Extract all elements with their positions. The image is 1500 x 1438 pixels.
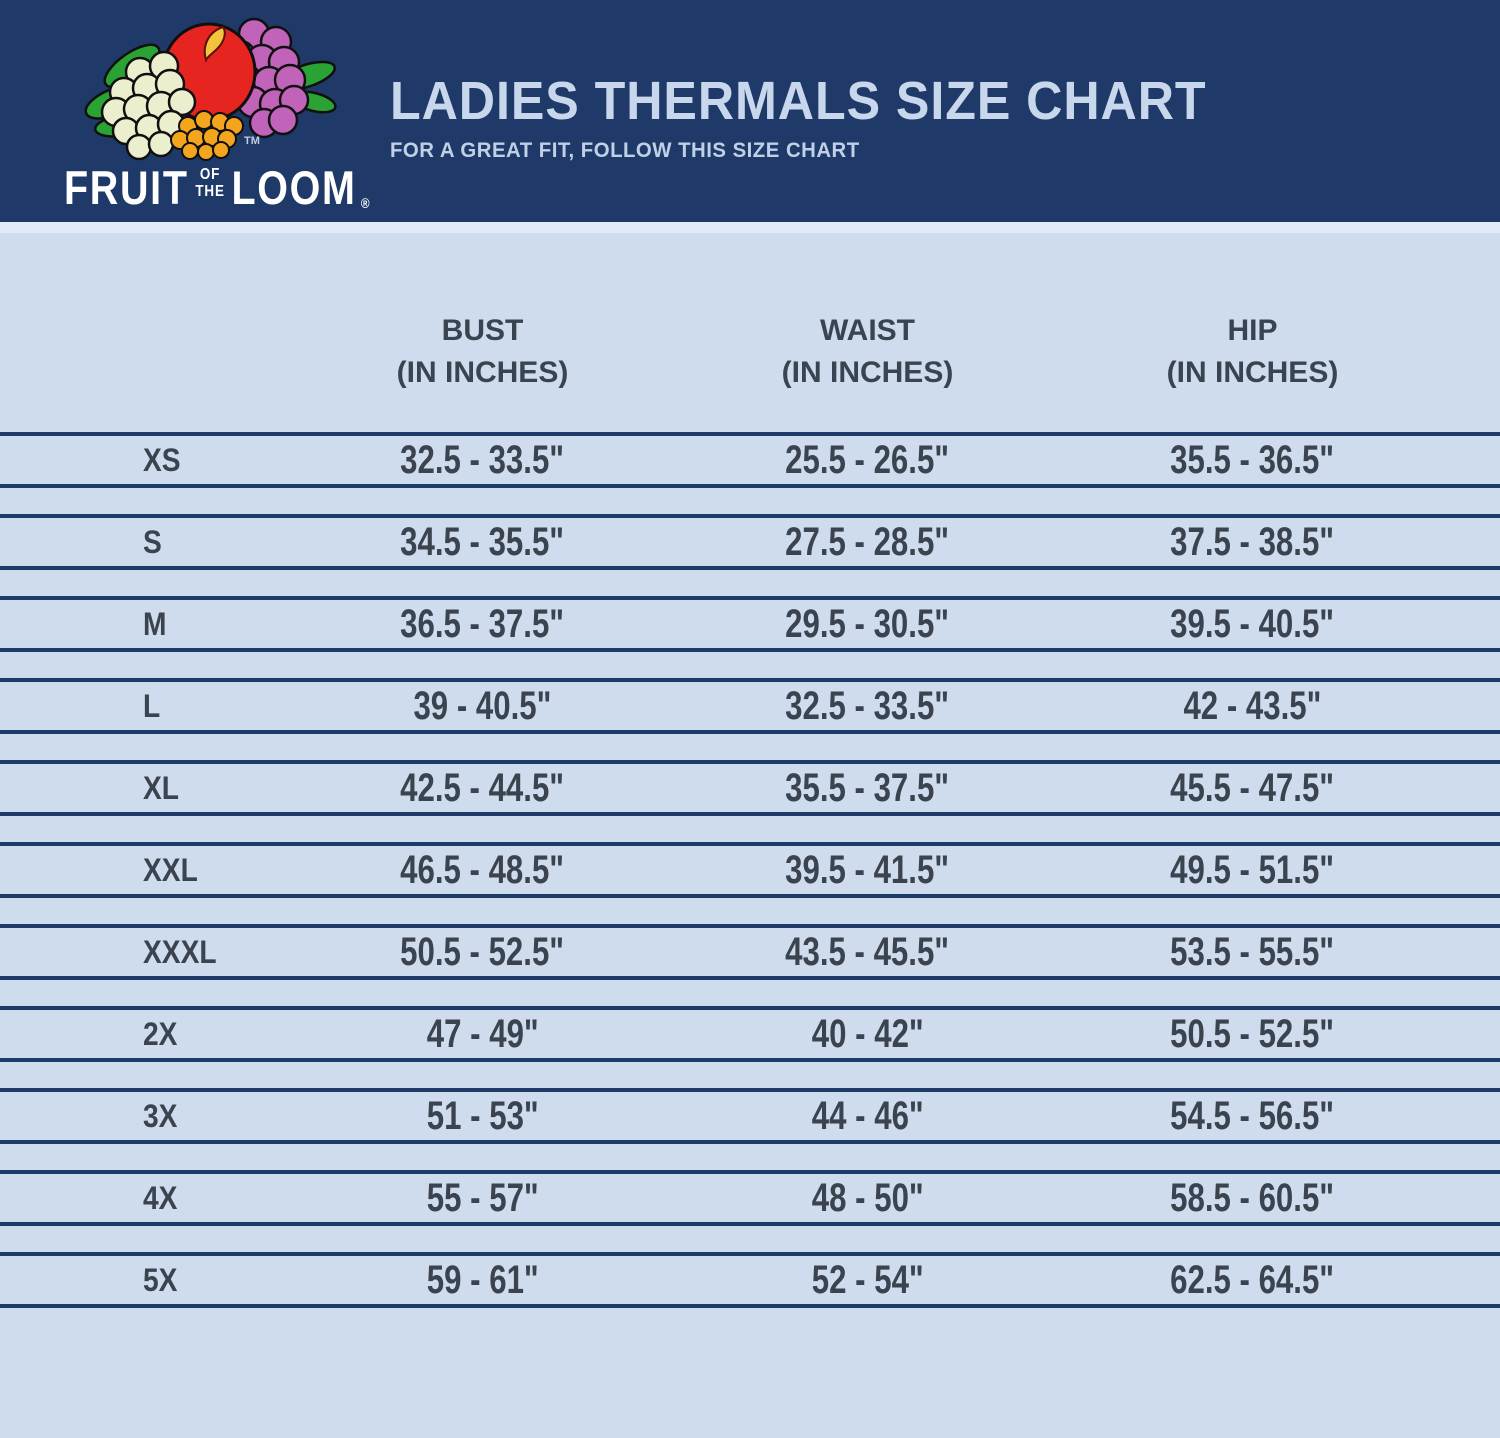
header-band xyxy=(0,0,1500,222)
row-gap xyxy=(0,816,1500,842)
bust-cell xyxy=(290,602,675,647)
waist-value: 43.5 - 45.5" xyxy=(785,929,950,974)
waist-cell xyxy=(675,438,1060,483)
table-row-2x xyxy=(0,1006,1500,1062)
column-header-row xyxy=(0,310,1500,394)
column-unit: (IN INCHES) xyxy=(1166,356,1339,389)
bust-value: 51 - 53" xyxy=(426,1093,539,1138)
bust-cell xyxy=(290,1012,675,1057)
size-cell xyxy=(0,1098,290,1135)
column-name: HIP xyxy=(1227,314,1278,347)
wordmark-fruit: FRUIT xyxy=(64,161,189,214)
bust-value: 46.5 - 48.5" xyxy=(400,847,565,892)
row-gap xyxy=(0,1226,1500,1252)
waist-value: 52 - 54" xyxy=(811,1257,924,1302)
hip-value: 42 - 43.5" xyxy=(1183,683,1322,728)
bust-cell xyxy=(290,1094,675,1139)
size-cell xyxy=(0,606,290,643)
hip-cell xyxy=(1060,684,1445,729)
table-row-l xyxy=(0,678,1500,734)
size-label: S xyxy=(143,523,162,560)
size-cell xyxy=(0,934,290,971)
row-gap xyxy=(0,1062,1500,1088)
hip-cell xyxy=(1060,848,1445,893)
row-gap xyxy=(0,652,1500,678)
size-column-spacer xyxy=(0,310,290,394)
waist-value: 48 - 50" xyxy=(811,1175,924,1220)
waist-cell xyxy=(675,1094,1060,1139)
registered-mark-icon: ® xyxy=(360,195,370,211)
table-row-m xyxy=(0,596,1500,652)
waist-cell xyxy=(675,930,1060,975)
size-cell xyxy=(0,852,290,889)
hip-cell xyxy=(1060,766,1445,811)
size-cell xyxy=(0,524,290,561)
table-row-xxxl xyxy=(0,924,1500,980)
row-gap xyxy=(0,734,1500,760)
brand-wordmark xyxy=(64,161,370,214)
waist-cell xyxy=(675,520,1060,565)
bust-value: 39 - 40.5" xyxy=(413,683,552,728)
bust-value: 47 - 49" xyxy=(426,1011,539,1056)
bust-cell xyxy=(290,438,675,483)
size-cell xyxy=(0,442,290,479)
size-label: 2X xyxy=(143,1015,178,1052)
waist-cell xyxy=(675,1012,1060,1057)
row-gap xyxy=(0,1144,1500,1170)
bust-cell xyxy=(290,930,675,975)
hip-cell xyxy=(1060,1012,1445,1057)
trademark-label: TM xyxy=(244,135,260,147)
table-rows xyxy=(0,432,1500,1308)
waist-cell xyxy=(675,1258,1060,1303)
waist-value: 29.5 - 30.5" xyxy=(785,601,950,646)
size-label: M xyxy=(143,605,167,642)
hip-value: 53.5 - 55.5" xyxy=(1170,929,1335,974)
hip-cell xyxy=(1060,438,1445,483)
size-table xyxy=(0,233,1500,1308)
column-unit: (IN INCHES) xyxy=(781,356,954,389)
table-row-4x xyxy=(0,1170,1500,1226)
waist-value: 25.5 - 26.5" xyxy=(785,437,950,482)
column-name: BUST xyxy=(441,314,524,347)
hip-cell xyxy=(1060,930,1445,975)
bust-value: 34.5 - 35.5" xyxy=(400,519,565,564)
size-cell xyxy=(0,1180,290,1217)
hip-value: 39.5 - 40.5" xyxy=(1170,601,1335,646)
hip-value: 54.5 - 56.5" xyxy=(1170,1093,1335,1138)
column-header-hip xyxy=(1060,310,1445,394)
column-unit: (IN INCHES) xyxy=(396,356,569,389)
waist-value: 32.5 - 33.5" xyxy=(785,683,950,728)
size-label: 4X xyxy=(143,1179,178,1216)
bust-cell xyxy=(290,766,675,811)
hip-value: 45.5 - 47.5" xyxy=(1170,765,1335,810)
header-divider xyxy=(0,222,1500,233)
table-row-s xyxy=(0,514,1500,570)
bust-value: 55 - 57" xyxy=(426,1175,539,1220)
hip-cell xyxy=(1060,1258,1445,1303)
waist-cell xyxy=(675,848,1060,893)
bust-value: 32.5 - 33.5" xyxy=(400,437,565,482)
bust-cell xyxy=(290,1176,675,1221)
row-gap xyxy=(0,488,1500,514)
waist-cell xyxy=(675,1176,1060,1221)
bust-cell xyxy=(290,848,675,893)
waist-cell xyxy=(675,602,1060,647)
waist-value: 39.5 - 41.5" xyxy=(785,847,950,892)
row-gap xyxy=(0,898,1500,924)
size-label: L xyxy=(143,687,161,724)
size-cell xyxy=(0,1262,290,1299)
column-name: WAIST xyxy=(820,314,915,347)
waist-value: 27.5 - 28.5" xyxy=(785,519,950,564)
page-title: LADIES THERMALS SIZE CHART xyxy=(390,71,1207,131)
table-row-xs xyxy=(0,432,1500,488)
waist-value: 40 - 42" xyxy=(811,1011,924,1056)
size-cell xyxy=(0,770,290,807)
bust-cell xyxy=(290,684,675,729)
hip-cell xyxy=(1060,602,1445,647)
waist-value: 44 - 46" xyxy=(811,1093,924,1138)
size-label: 5X xyxy=(143,1261,178,1298)
hip-value: 58.5 - 60.5" xyxy=(1170,1175,1335,1220)
waist-value: 35.5 - 37.5" xyxy=(785,765,950,810)
row-gap xyxy=(0,980,1500,1006)
hip-cell xyxy=(1060,1176,1445,1221)
size-cell xyxy=(0,1016,290,1053)
waist-cell xyxy=(675,684,1060,729)
hip-value: 37.5 - 38.5" xyxy=(1170,519,1335,564)
hip-value: 50.5 - 52.5" xyxy=(1170,1011,1335,1056)
size-label: XL xyxy=(143,769,179,806)
bust-value: 50.5 - 52.5" xyxy=(400,929,565,974)
size-label: XXL xyxy=(143,851,198,888)
wordmark-of-the xyxy=(195,167,224,201)
bust-value: 42.5 - 44.5" xyxy=(400,765,565,810)
hip-value: 49.5 - 51.5" xyxy=(1170,847,1335,892)
title-block xyxy=(390,71,1268,163)
hip-value: 62.5 - 64.5" xyxy=(1170,1257,1335,1302)
waist-cell xyxy=(675,766,1060,811)
row-gap xyxy=(0,570,1500,596)
hip-cell xyxy=(1060,1094,1445,1139)
wordmark-of: OF xyxy=(199,166,221,183)
table-row-xl xyxy=(0,760,1500,816)
bust-cell xyxy=(290,1258,675,1303)
column-header-bust xyxy=(290,310,675,394)
fruit-of-the-loom-logo-icon xyxy=(76,14,341,164)
hip-value: 35.5 - 36.5" xyxy=(1170,437,1335,482)
hip-cell xyxy=(1060,520,1445,565)
table-row-xxl xyxy=(0,842,1500,898)
page-subtitle: FOR A GREAT FIT, FOLLOW THIS SIZE CHART xyxy=(390,139,860,162)
bust-cell xyxy=(290,520,675,565)
wordmark-loom: LOOM xyxy=(231,161,357,214)
size-label: XXXL xyxy=(143,933,217,970)
size-label: XS xyxy=(143,441,181,478)
size-label: 3X xyxy=(143,1097,178,1134)
size-cell xyxy=(0,688,290,725)
table-row-3x xyxy=(0,1088,1500,1144)
table-row-5x xyxy=(0,1252,1500,1308)
bust-value: 36.5 - 37.5" xyxy=(400,601,565,646)
column-header-waist xyxy=(675,310,1060,394)
bust-value: 59 - 61" xyxy=(426,1257,539,1302)
wordmark-the: THE xyxy=(195,182,225,200)
